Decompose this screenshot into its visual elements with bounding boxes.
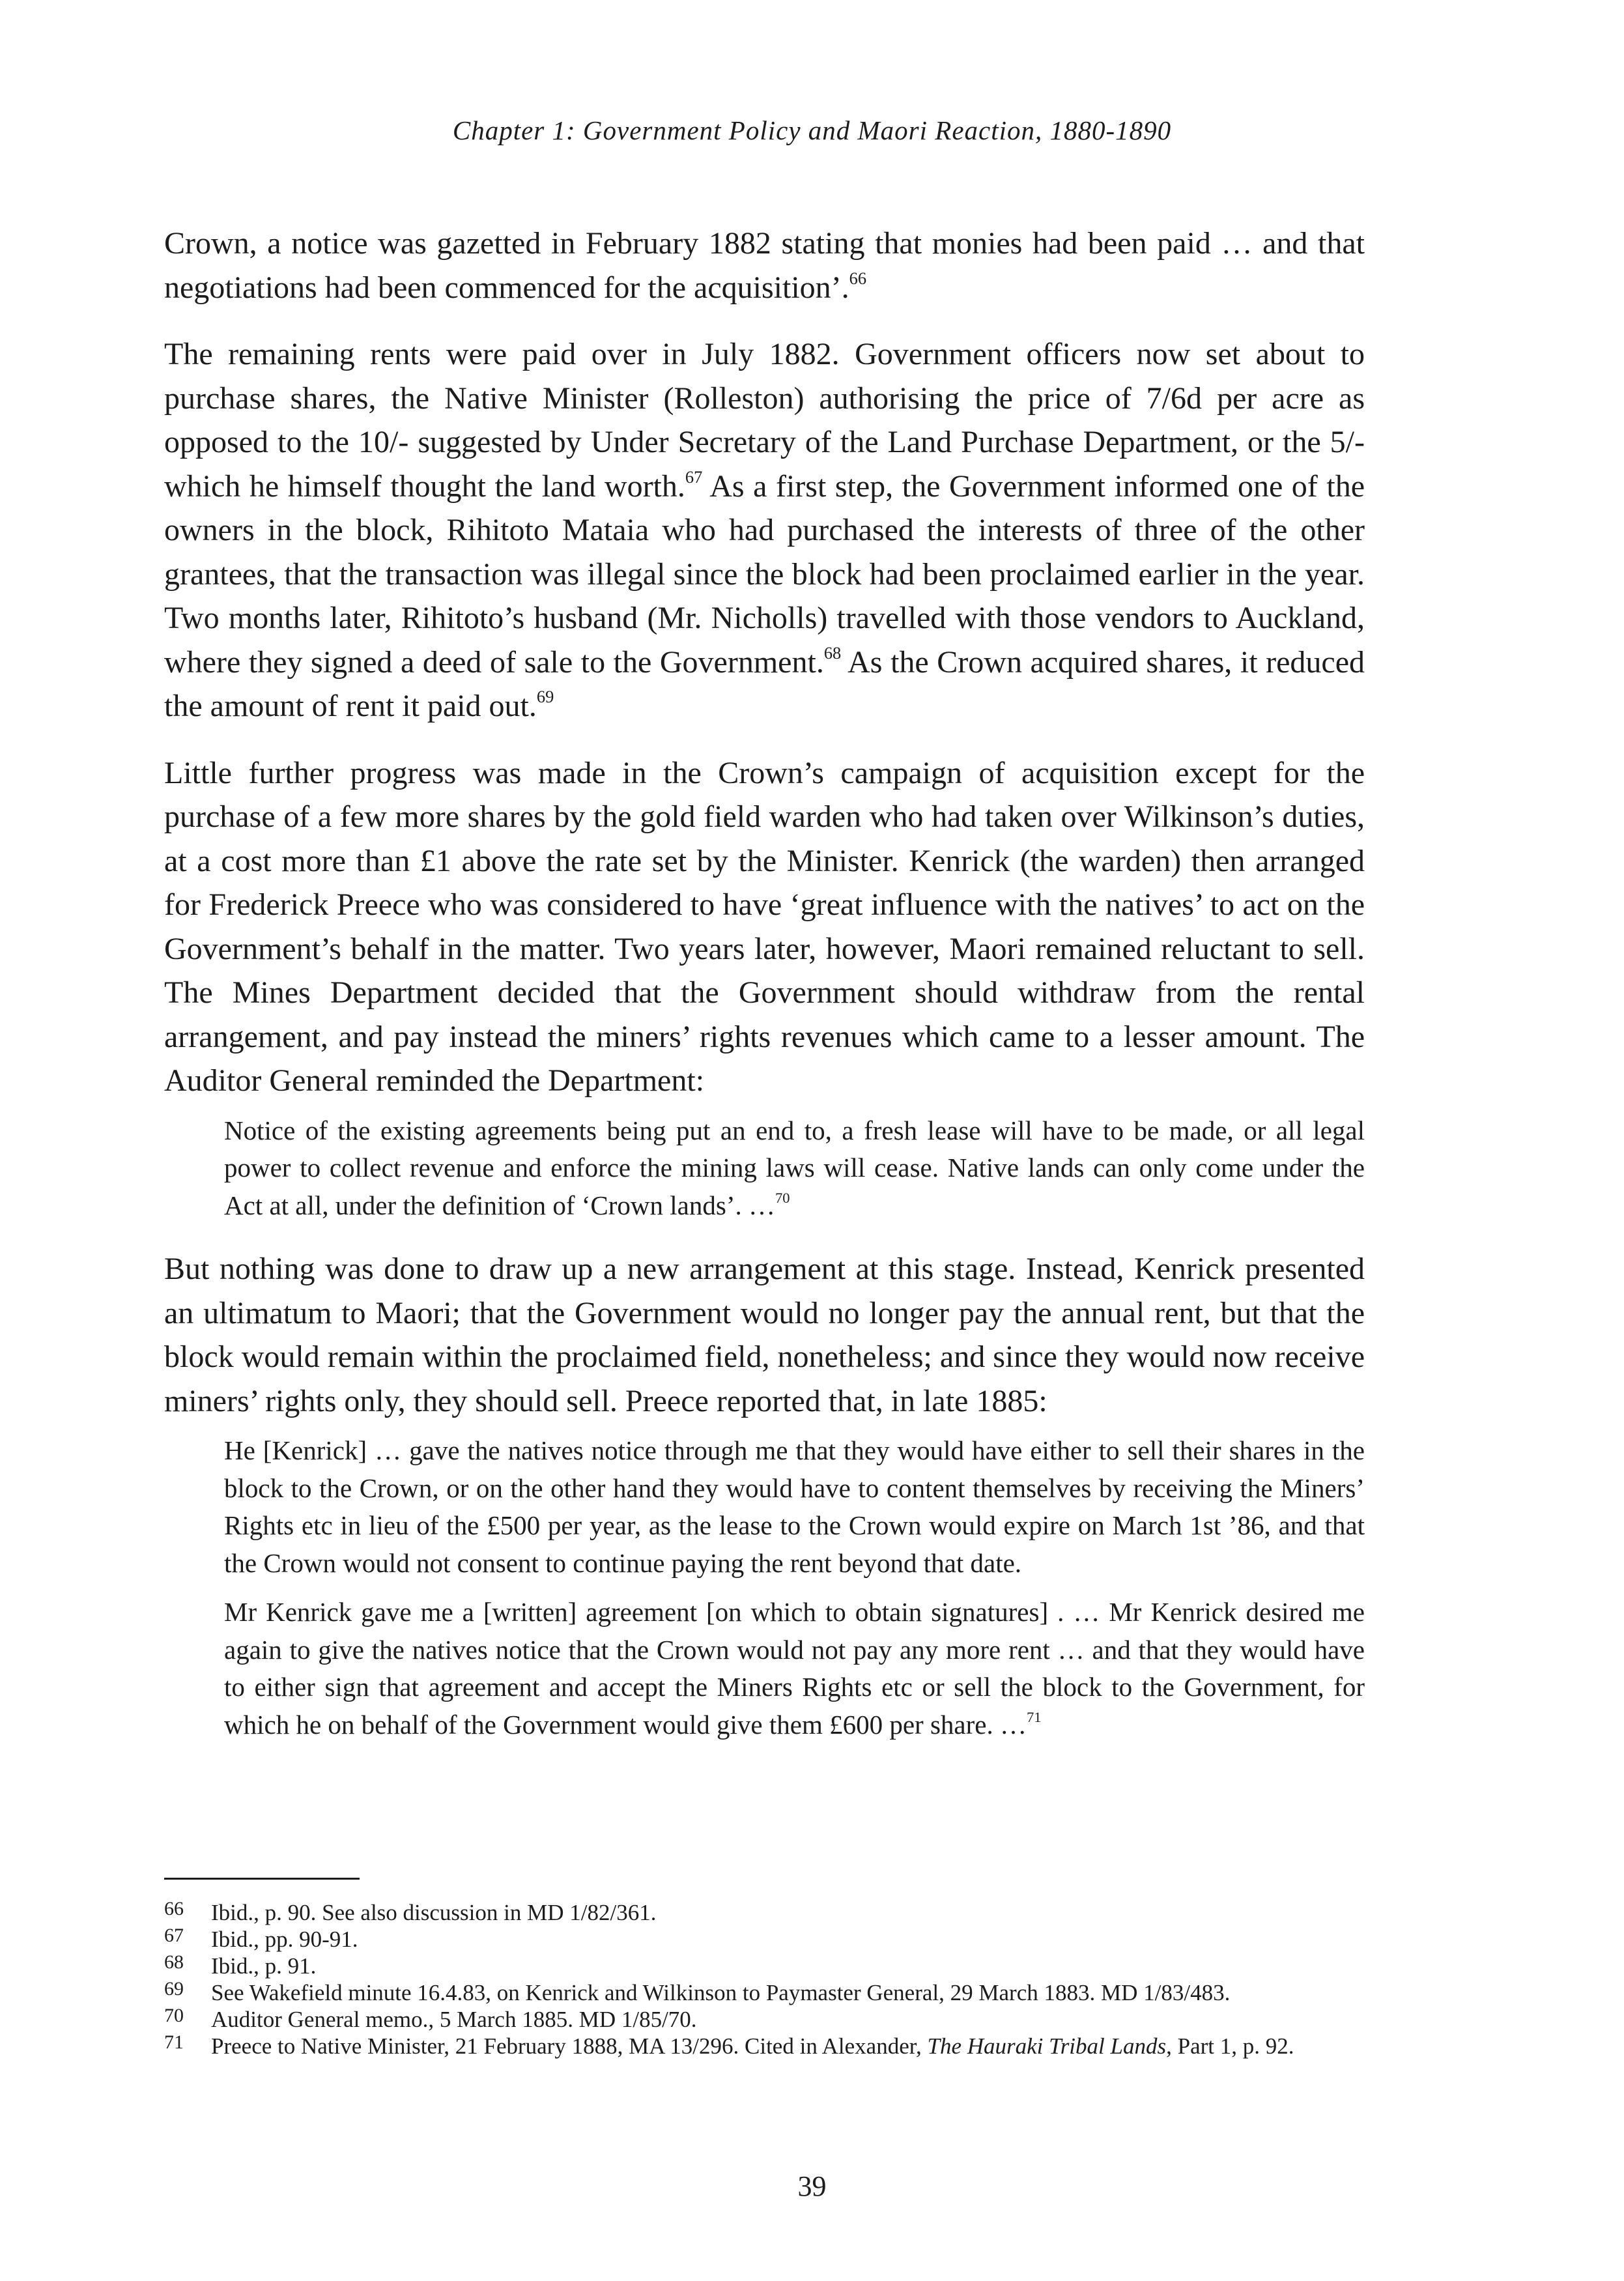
- footnote: [164, 1979, 1365, 2006]
- quote-paragraph: [224, 1432, 1365, 1582]
- footnote-text-part: Preece to Native Minister, 21 February 1888, MA 13/296. Cited in Alexander,: [211, 2033, 928, 2059]
- footnote-number: 67: [164, 1925, 184, 1946]
- footnotes: [164, 1899, 1365, 2059]
- block-quote: [224, 1432, 1365, 1743]
- paragraph-text: As the Crown acquired shares, it reduced the amount of rent it paid out.: [164, 644, 1365, 723]
- paragraph-text: But nothing was done to draw up a new arrangement at this stage. Instead, Kenrick presented an ultimatum to Maori; that the Government would no longer pay the annual rent, but that the block would remain within the proclaimed field, nonetheless; and since they would now receive miners’ rights only, they should sell. Preece reported that, in late 1885:: [164, 1252, 1365, 1418]
- quote-text: Mr Kenrick gave me a [written] agreement [on which to obtain signatures] . … Mr Kenrick desired me again to give the natives notice that the Crown would not pay any more rent … and that they would have to either sign that agreement and accept the Miners Rights etc or sell the block to the Government, for which he on behalf of the Government would give them £600 per share. …: [224, 1597, 1365, 1740]
- footnote-ref: 70: [775, 1189, 790, 1206]
- paragraph: [164, 332, 1365, 728]
- footnote-number: 71: [164, 2031, 184, 2053]
- footnote-text: See Wakefield minute 16.4.83, on Kenrick and Wilkinson to Paymaster General, 29 March 1883. MD 1/83/483.: [211, 1980, 1231, 2005]
- footnote-number: 69: [164, 1978, 184, 2000]
- paragraph: [164, 1247, 1365, 1423]
- footnote-ref: 71: [1026, 1708, 1042, 1725]
- footnote: [164, 1953, 1365, 1979]
- quote-paragraph: [224, 1594, 1365, 1743]
- footnote-text: Ibid., pp. 90-91.: [211, 1927, 358, 1952]
- cited-work-title: The Hauraki Tribal Lands: [927, 2033, 1167, 2059]
- block-quote: [224, 1112, 1365, 1225]
- quote-text: He [Kenrick] … gave the natives notice through me that they would have either to sell their shares in the block to the Crown, or on the other hand they would have to content themselves by receiving the Miners’ Rights etc in lieu of the £500 per year, as the lease to the Crown would expire on March 1st ’86, and that the Crown would not consent to continue paying the rent beyond that date.: [224, 1435, 1365, 1578]
- paragraph: [164, 751, 1365, 1103]
- paragraph-text: Crown, a notice was gazetted in February 1882 stating that monies had been paid … and that negotiations had been commenced for the acquisition’.: [164, 226, 1365, 305]
- footnote-number: 68: [164, 1951, 184, 1973]
- paragraph-text: The remaining rents were paid over in July 1882. Government officers now set about to purchase shares, the Native Minister (Rolleston) authorising the price of 7/6d per acre as opposed to the 10/- suggested by Under Secretary of the Land Purchase Department, or the 5/- which he himself thought the land worth.: [164, 337, 1365, 504]
- footnote: [164, 1899, 1365, 1926]
- footnote: [164, 2006, 1365, 2033]
- footnote-text: [211, 2033, 1365, 2059]
- paragraph-text: As a first step, the Government informed one of the owners in the block, Rihitoto Mataia who had purchased the interests of three of the other grantees, that the transaction was illegal since the block had been proclaimed earlier in the year. Two months later, Rihitoto’s husband (Mr. Nicholls) travelled with those vendors to Auckland, where they signed a deed of sale to the Government.: [164, 468, 1365, 680]
- footnote-text: Ibid., p. 91.: [211, 1953, 317, 1979]
- page-number: 39: [797, 2170, 827, 2202]
- footnote-number: 70: [164, 2005, 184, 2026]
- footnote-number: 66: [164, 1898, 184, 1919]
- paragraph-text: Little further progress was made in the Crown’s campaign of acquisition except for the purchase of a few more shares by the gold field warden who had taken over Wilkinson’s duties, at a cost more than £1 above the rate set by the Minister. Kenrick (the warden) then arranged for Frederick Preece who was considered to have ‘great influence with the natives’ to act on the Government’s behalf in the matter. Two years later, however, Maori remained reluctant to sell. The Mines Department decided that the Government should withdraw from the rental arrangement, and pay instead the miners’ rights revenues which came to a lesser amount. The Auditor General reminded the Department:: [164, 755, 1365, 1098]
- footnote-text: Ibid., p. 90. See also discussion in MD 1/82/361.: [211, 1900, 657, 1925]
- footnote-rule: [164, 1878, 360, 1880]
- quote-paragraph: [224, 1112, 1365, 1225]
- body-text: [164, 222, 1365, 1766]
- footnote: [164, 1926, 1365, 1953]
- footnote-ref: 66: [849, 268, 867, 288]
- footnote-ref: 68: [823, 642, 842, 663]
- footnote-text: Auditor General memo., 5 March 1885. MD 1/85/70.: [211, 2007, 697, 2032]
- quote-text: Notice of the existing agreements being put an end to, a fresh lease will have to be made, or all legal power to collect revenue and enforce the mining laws will cease. Native lands can only come under the Act at all, under the definition of ‘Crown lands’. …: [224, 1115, 1365, 1220]
- footnote-ref: 69: [536, 686, 554, 706]
- footnote-text-part: , Part 1, p. 92.: [1166, 2033, 1294, 2059]
- footnote: [164, 2033, 1365, 2059]
- running-header: Chapter 1: Government Policy and Maori Reaction, 1880-1890: [452, 115, 1172, 145]
- footnote-ref: 67: [685, 466, 703, 487]
- paragraph: [164, 222, 1365, 309]
